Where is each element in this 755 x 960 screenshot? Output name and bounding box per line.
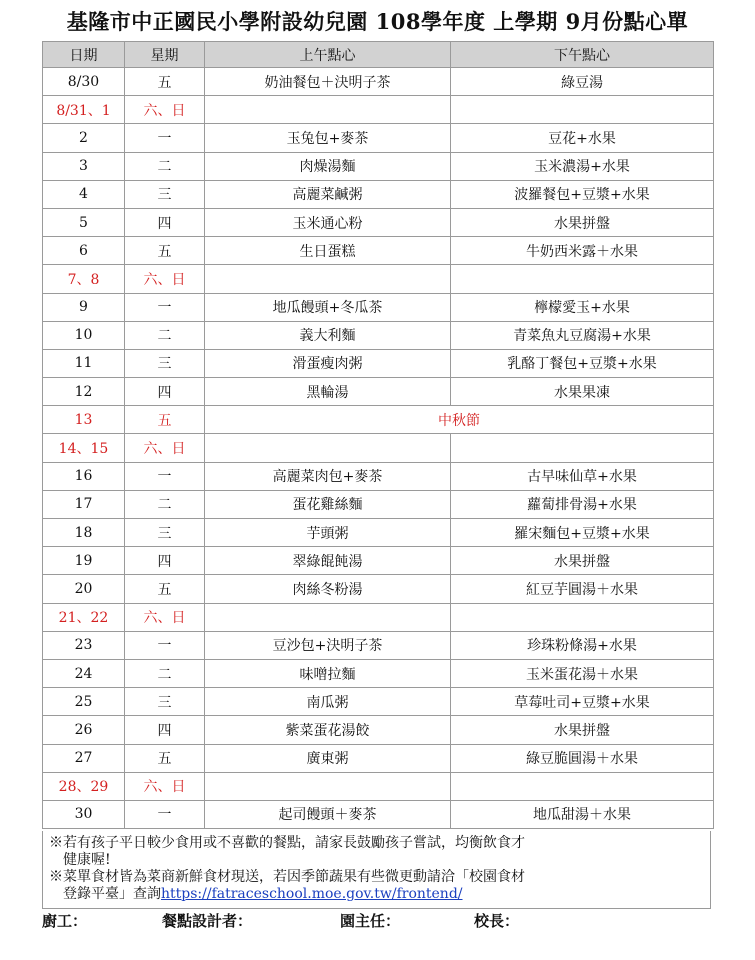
cell-weekday: 三 [125,519,205,547]
cell-morning-snack [205,603,451,631]
cell-afternoon-snack: 波羅餐包+豆漿+水果 [451,180,714,208]
cell-weekday: 四 [125,547,205,575]
cell-afternoon-snack: 乳酪丁餐包+豆漿+水果 [451,349,714,377]
table-row [43,434,714,462]
cell-morning-snack: 廣東粥 [205,744,451,772]
cell-afternoon-snack: 地瓜甜湯＋水果 [451,800,714,828]
table-row [43,406,714,434]
cell-afternoon-snack [451,434,714,462]
signature-cook: 廚工： [42,912,88,930]
cell-afternoon-snack [451,265,714,293]
cell-morning-snack [205,96,451,124]
cell-holiday: 中秋節 [205,406,714,434]
table-row [43,462,714,490]
header-morning-snack: 上午點心 [205,42,451,68]
cell-morning-snack: 高麗菜鹹粥 [205,180,451,208]
table-row [43,519,714,547]
table-row [43,772,714,800]
cell-morning-snack [205,434,451,462]
cell-date: 16 [43,462,125,490]
cell-afternoon-snack: 紅豆芋圓湯＋水果 [451,575,714,603]
cell-weekday: 五 [125,575,205,603]
table-body [43,68,714,829]
cell-morning-snack: 南瓜粥 [205,688,451,716]
cell-weekday: 二 [125,490,205,518]
header-afternoon-snack: 下午點心 [451,42,714,68]
cell-weekday: 一 [125,800,205,828]
cell-date: 7、8 [43,265,125,293]
table-row [43,349,714,377]
table-row [43,659,714,687]
cell-afternoon-snack: 蘿蔔排骨湯+水果 [451,490,714,518]
cell-morning-snack: 滑蛋瘦肉粥 [205,349,451,377]
cell-date: 9 [43,293,125,321]
cell-afternoon-snack: 綠豆脆圓湯＋水果 [451,744,714,772]
cell-morning-snack [205,772,451,800]
cell-weekday: 四 [125,716,205,744]
cell-weekday: 六、日 [125,772,205,800]
cell-weekday: 六、日 [125,96,205,124]
cell-morning-snack: 高麗菜肉包+麥茶 [205,462,451,490]
cell-afternoon-snack: 水果拼盤 [451,716,714,744]
cell-morning-snack: 芋頭粥 [205,519,451,547]
cell-morning-snack: 地瓜饅頭+冬瓜茶 [205,293,451,321]
cell-weekday: 一 [125,462,205,490]
cell-date: 4 [43,180,125,208]
cell-morning-snack: 玉米通心粉 [205,208,451,236]
cell-morning-snack [205,265,451,293]
notes-box [42,831,711,909]
cell-morning-snack: 蛋花雞絲麵 [205,490,451,518]
cell-weekday: 五 [125,68,205,96]
cell-afternoon-snack: 草莓吐司+豆漿+水果 [451,688,714,716]
cell-date: 6 [43,237,125,265]
snack-menu-table [42,41,714,829]
cell-weekday: 六、日 [125,603,205,631]
cell-date: 26 [43,716,125,744]
cell-date: 30 [43,800,125,828]
note-1: ※若有孩子平日較少食用或不喜歡的餐點，請家長鼓勵孩子嘗試，均衡飲食才 [49,835,525,851]
cell-afternoon-snack: 水果拼盤 [451,547,714,575]
cell-date: 11 [43,349,125,377]
table-row [43,68,714,96]
cell-afternoon-snack: 珍珠粉條湯+水果 [451,631,714,659]
cell-weekday: 二 [125,321,205,349]
cell-afternoon-snack [451,96,714,124]
cell-date: 28、29 [43,772,125,800]
food-registry-link[interactable]: https://fatraceschool.moe.gov.tw/frontend/ [161,886,463,902]
table-row [43,547,714,575]
cell-afternoon-snack: 水果拼盤 [451,208,714,236]
cell-morning-snack: 黑輪湯 [205,378,451,406]
cell-morning-snack: 翠綠餛飩湯 [205,547,451,575]
cell-afternoon-snack: 綠豆湯 [451,68,714,96]
table-row [43,490,714,518]
cell-date: 14、15 [43,434,125,462]
table-row [43,603,714,631]
cell-date: 19 [43,547,125,575]
table-row [43,716,714,744]
cell-date: 17 [43,490,125,518]
cell-weekday: 三 [125,688,205,716]
cell-afternoon-snack: 青菜魚丸豆腐湯+水果 [451,321,714,349]
cell-morning-snack: 味噌拉麵 [205,659,451,687]
cell-date: 12 [43,378,125,406]
page-title: 基隆市中正國民小學附設幼兒園 108學年度 上學期 9月份點心單 [66,9,689,34]
cell-afternoon-snack: 牛奶西米露＋水果 [451,237,714,265]
cell-weekday: 四 [125,378,205,406]
table-row [43,265,714,293]
cell-afternoon-snack: 玉米濃湯+水果 [451,152,714,180]
signature-designer: 餐點設計者： [162,912,253,930]
note-1-cont: 健康喔! [63,852,111,868]
cell-date: 3 [43,152,125,180]
cell-weekday: 五 [125,406,205,434]
table-row [43,631,714,659]
table-row [43,96,714,124]
cell-afternoon-snack: 古早味仙草+水果 [451,462,714,490]
table-row [43,575,714,603]
cell-date: 20 [43,575,125,603]
signature-line [42,910,713,934]
cell-weekday: 一 [125,631,205,659]
cell-date: 24 [43,659,125,687]
table-row [43,378,714,406]
cell-weekday: 二 [125,659,205,687]
signature-principal: 校長： [474,912,520,930]
cell-weekday: 六、日 [125,434,205,462]
cell-morning-snack: 肉燥湯麵 [205,152,451,180]
signature-director: 園主任： [340,912,401,930]
cell-afternoon-snack: 玉米蛋花湯＋水果 [451,659,714,687]
cell-afternoon-snack [451,603,714,631]
table-row [43,180,714,208]
cell-date: 18 [43,519,125,547]
cell-weekday: 三 [125,349,205,377]
cell-date: 25 [43,688,125,716]
cell-weekday: 五 [125,237,205,265]
cell-weekday: 三 [125,180,205,208]
cell-weekday: 一 [125,124,205,152]
cell-date: 8/31、1 [43,96,125,124]
cell-date: 27 [43,744,125,772]
table-row [43,800,714,828]
header-weekday: 星期 [125,42,205,68]
header-date: 日期 [43,42,125,68]
table-row [43,744,714,772]
table-row [43,688,714,716]
cell-date: 23 [43,631,125,659]
cell-morning-snack: 奶油餐包＋決明子茶 [205,68,451,96]
cell-morning-snack: 玉兔包+麥茶 [205,124,451,152]
table-header-row [43,42,714,68]
cell-date: 2 [43,124,125,152]
note-2: ※菜單食材皆為菜商新鮮食材現送，若因季節蔬果有些微更動請洽「校園食材 [49,869,525,885]
table-row [43,208,714,236]
cell-morning-snack: 肉絲冬粉湯 [205,575,451,603]
cell-afternoon-snack [451,772,714,800]
cell-date: 8/30 [43,68,125,96]
cell-afternoon-snack: 檸檬愛玉+水果 [451,293,714,321]
cell-weekday: 一 [125,293,205,321]
note-2-prefix: 登錄平臺」查詢 [63,886,161,902]
cell-morning-snack: 起司饅頭＋麥茶 [205,800,451,828]
table-row [43,152,714,180]
cell-weekday: 五 [125,744,205,772]
note-2-cont [49,886,704,903]
cell-weekday: 四 [125,208,205,236]
cell-date: 10 [43,321,125,349]
cell-afternoon-snack: 水果果凍 [451,378,714,406]
table-row [43,237,714,265]
table-row [43,293,714,321]
cell-date: 13 [43,406,125,434]
cell-date: 21、22 [43,603,125,631]
table-row [43,321,714,349]
cell-morning-snack: 生日蛋糕 [205,237,451,265]
cell-morning-snack: 紫菜蛋花湯餃 [205,716,451,744]
cell-morning-snack: 義大利麵 [205,321,451,349]
cell-weekday: 六、日 [125,265,205,293]
cell-date: 5 [43,208,125,236]
cell-morning-snack: 豆沙包+決明子茶 [205,631,451,659]
table-row [43,124,714,152]
cell-afternoon-snack: 豆花+水果 [451,124,714,152]
cell-afternoon-snack: 羅宋麵包+豆漿+水果 [451,519,714,547]
cell-weekday: 二 [125,152,205,180]
